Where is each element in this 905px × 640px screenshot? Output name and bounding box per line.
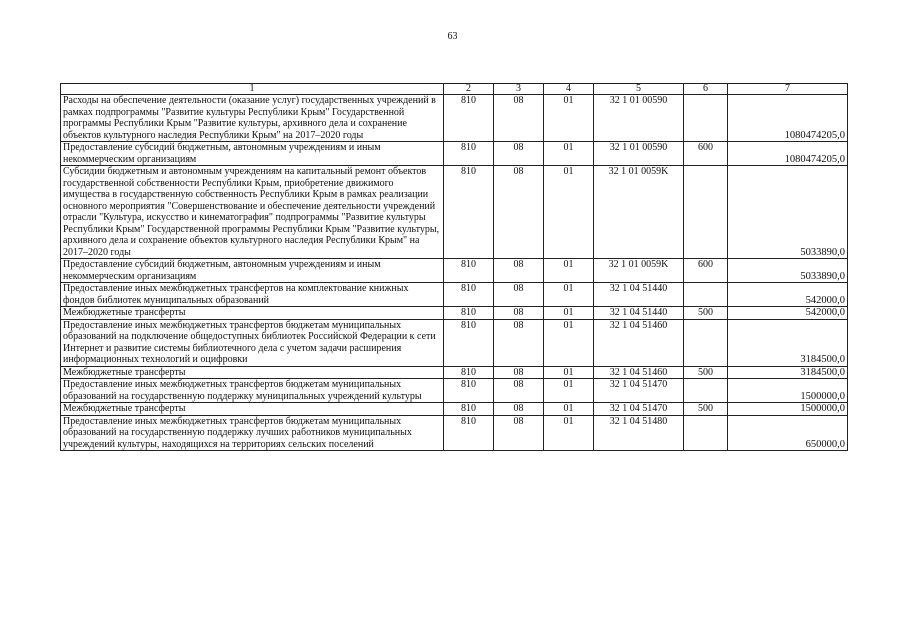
cell-ministry-code: 810 — [444, 403, 494, 416]
cell-section-code: 08 — [494, 142, 544, 166]
table-row — [61, 403, 848, 416]
table-header-row — [61, 84, 848, 95]
row-description: Субсидии бюджетным и автономным учреждениям на капитальный ремонт объектов государственной собственности Республики Крым, приобретение движимого имущества в государственную собственность Республики Крым в рамках реализации основного мероприятия "Совершенствование и обеспечение деятельности учреждений отрасли "Культура, искусство и кинематография" подпрограммы "Развитие культуры Республики Крым" Государственной программы Республики Крым "Развитие культуры, архивного дела и сохранение объектов культурного наследия Республики Крым" на 2017–2020 годы — [61, 166, 444, 259]
cell-subsection-code: 01 — [544, 259, 594, 283]
cell-section-code: 08 — [494, 166, 544, 259]
cell-target-article: 32 1 01 0059K — [594, 259, 684, 283]
table-row — [61, 142, 848, 166]
cell-target-article: 32 1 04 51460 — [594, 319, 684, 366]
row-description: Межбюджетные трансферты — [61, 403, 444, 416]
cell-expense-type — [684, 95, 728, 142]
column-header: 4 — [544, 84, 594, 95]
row-description: Предоставление субсидий бюджетным, автономным учреждениям и иным некоммерческим организациям — [61, 142, 444, 166]
column-header: 6 — [684, 84, 728, 95]
cell-amount: 1500000,0 — [728, 379, 848, 403]
cell-ministry-code: 810 — [444, 166, 494, 259]
cell-expense-type — [684, 379, 728, 403]
cell-target-article: 32 1 04 51470 — [594, 403, 684, 416]
cell-subsection-code: 01 — [544, 95, 594, 142]
cell-section-code: 08 — [494, 283, 544, 307]
cell-subsection-code: 01 — [544, 379, 594, 403]
cell-subsection-code: 01 — [544, 403, 594, 416]
cell-expense-type — [684, 166, 728, 259]
cell-ministry-code: 810 — [444, 379, 494, 403]
table-row — [61, 307, 848, 320]
table-row — [61, 366, 848, 379]
cell-amount: 542000,0 — [728, 307, 848, 320]
column-header: 2 — [444, 84, 494, 95]
column-header: 5 — [594, 84, 684, 95]
column-header: 7 — [728, 84, 848, 95]
page-number: 63 — [447, 31, 458, 42]
budget-table — [60, 83, 848, 451]
cell-amount: 5033890,0 — [728, 166, 848, 259]
row-description: Предоставление иных межбюджетных трансфертов на комплектование книжных фондов библиотек муниципальных образований — [61, 283, 444, 307]
row-description: Предоставление иных межбюджетных трансфертов бюджетам муниципальных образований на подключение общедоступных библиотек Российской Федерации к сети Интернет и развитие системы библиотечного дела с учетом задачи расширения информационных технологий и оцифровки — [61, 319, 444, 366]
cell-subsection-code: 01 — [544, 166, 594, 259]
cell-amount: 3184500,0 — [728, 319, 848, 366]
table-row — [61, 166, 848, 259]
cell-section-code: 08 — [494, 307, 544, 320]
cell-subsection-code: 01 — [544, 366, 594, 379]
cell-amount: 650000,0 — [728, 415, 848, 451]
cell-section-code: 08 — [494, 403, 544, 416]
row-description: Предоставление субсидий бюджетным, автономным учреждениям и иным некоммерческим организациям — [61, 259, 444, 283]
cell-target-article: 32 1 01 00590 — [594, 95, 684, 142]
table-row — [61, 415, 848, 451]
cell-amount: 5033890,0 — [728, 259, 848, 283]
cell-target-article: 32 1 04 51440 — [594, 307, 684, 320]
cell-ministry-code: 810 — [444, 259, 494, 283]
table-row — [61, 379, 848, 403]
cell-section-code: 08 — [494, 95, 544, 142]
cell-subsection-code: 01 — [544, 283, 594, 307]
cell-ministry-code: 810 — [444, 366, 494, 379]
cell-section-code: 08 — [494, 319, 544, 366]
cell-target-article: 32 1 01 0059K — [594, 166, 684, 259]
cell-target-article: 32 1 04 51440 — [594, 283, 684, 307]
cell-ministry-code: 810 — [444, 95, 494, 142]
row-description: Межбюджетные трансферты — [61, 307, 444, 320]
cell-ministry-code: 810 — [444, 142, 494, 166]
cell-expense-type: 600 — [684, 142, 728, 166]
table-row — [61, 283, 848, 307]
cell-section-code: 08 — [494, 259, 544, 283]
cell-expense-type: 600 — [684, 259, 728, 283]
cell-amount: 1500000,0 — [728, 403, 848, 416]
cell-target-article: 32 1 04 51480 — [594, 415, 684, 451]
cell-section-code: 08 — [494, 366, 544, 379]
cell-amount: 3184500,0 — [728, 366, 848, 379]
row-description: Межбюджетные трансферты — [61, 366, 444, 379]
cell-target-article: 32 1 01 00590 — [594, 142, 684, 166]
cell-ministry-code: 810 — [444, 415, 494, 451]
table-row — [61, 319, 848, 366]
cell-expense-type: 500 — [684, 366, 728, 379]
cell-expense-type: 500 — [684, 307, 728, 320]
table-row — [61, 95, 848, 142]
cell-section-code: 08 — [494, 379, 544, 403]
cell-ministry-code: 810 — [444, 319, 494, 366]
cell-ministry-code: 810 — [444, 283, 494, 307]
cell-target-article: 32 1 04 51470 — [594, 379, 684, 403]
cell-amount: 1080474205,0 — [728, 142, 848, 166]
cell-expense-type — [684, 415, 728, 451]
row-description: Предоставление иных межбюджетных трансфертов бюджетам муниципальных образований на государственную поддержку лучших работников муниципальных учреждений культуры, находящихся на территориях сельских поселений — [61, 415, 444, 451]
cell-target-article: 32 1 04 51460 — [594, 366, 684, 379]
cell-subsection-code: 01 — [544, 142, 594, 166]
cell-expense-type — [684, 319, 728, 366]
column-header: 1 — [61, 84, 444, 95]
row-description: Предоставление иных межбюджетных трансфертов бюджетам муниципальных образований на государственную поддержку муниципальных учреждений культуры — [61, 379, 444, 403]
cell-expense-type: 500 — [684, 403, 728, 416]
cell-amount: 542000,0 — [728, 283, 848, 307]
table-row — [61, 259, 848, 283]
row-description: Расходы на обеспечение деятельности (оказание услуг) государственных учреждений в рамках подпрограммы "Развитие культуры Республики Крым" Государственной программы Республики Крым "Развитие культуры, архивного дела и сохранение объектов культурного наследия Республики Крым" на 2017–2020 годы — [61, 95, 444, 142]
cell-amount: 1080474205,0 — [728, 95, 848, 142]
cell-ministry-code: 810 — [444, 307, 494, 320]
cell-subsection-code: 01 — [544, 415, 594, 451]
cell-expense-type — [684, 283, 728, 307]
cell-subsection-code: 01 — [544, 307, 594, 320]
column-header: 3 — [494, 84, 544, 95]
cell-subsection-code: 01 — [544, 319, 594, 366]
cell-section-code: 08 — [494, 415, 544, 451]
